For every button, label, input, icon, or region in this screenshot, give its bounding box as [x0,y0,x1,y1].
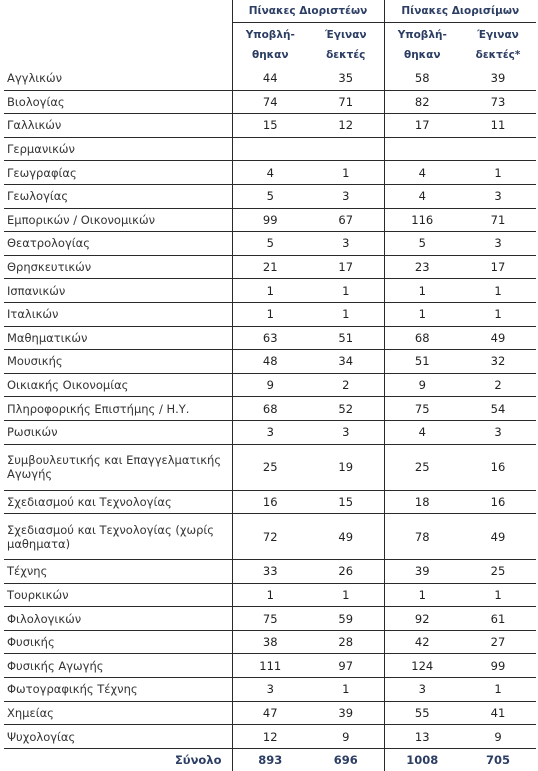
total-label: Σύνολο [174,753,222,768]
cell-accepted-1: 12 [308,114,384,138]
row-subject: Σχεδιασμού και Τεχνολογίας (χωρίς μαθηματα) [4,514,232,560]
cell-accepted-1: 52 [308,397,384,421]
cell-submitted-2: 18 [384,490,460,514]
cell-accepted-1: 19 [308,444,384,490]
table-row [4,725,536,749]
cell-accepted-1: 3 [308,184,384,208]
cell-submitted-1: 111 [232,654,308,678]
cell-submitted-1: 5 [232,184,308,208]
cell-submitted-1 [232,137,308,161]
row-subject: Γεωγραφίας [4,161,232,185]
cell-submitted-1: 9 [232,373,308,397]
cell-submitted-2: 1 [384,279,460,303]
cell-accepted-1: 1 [308,161,384,185]
row-subject: Μουσικής [4,350,232,374]
cell-submitted-2: 78 [384,514,460,560]
table-row [4,232,536,256]
cell-submitted-1: 47 [232,701,308,725]
row-subject: Φωτογραφικής Τέχνης [4,678,232,702]
cell-submitted-1: 74 [232,90,308,114]
row-subject: Φυσικής Αγωγής [4,654,232,678]
table-row [4,560,536,584]
cell-submitted-2: 13 [384,725,460,749]
row-subject: Βιολογίας [4,90,232,114]
row-subject: Τέχνης [4,560,232,584]
cell-submitted-1: 15 [232,114,308,138]
row-subject: Ισπανικών [4,279,232,303]
total-accepted-2: 705 [485,753,510,768]
cell-submitted-2: 124 [384,654,460,678]
cell-submitted-1: 12 [232,725,308,749]
cell-submitted-2: 25 [384,444,460,490]
cell-accepted-1: 1 [308,302,384,326]
cell-accepted-1: 3 [308,232,384,256]
cell-accepted-2: 16 [460,444,536,490]
cell-accepted-1: 67 [308,208,384,232]
cell-accepted-2: 3 [460,232,536,256]
cell-accepted-2 [460,137,536,161]
row-subject: Θρησκευτικών [4,255,232,279]
cell-accepted-2: 16 [460,490,536,514]
cell-submitted-2: 3 [384,678,460,702]
row-subject: Θεατρολογίας [4,232,232,256]
row-subject: Φυσικής [4,630,232,654]
row-subject: Τουρκικών [4,583,232,607]
row-subject: Ρωσικών [4,420,232,444]
table-row [4,397,536,421]
cell-accepted-2: 25 [460,560,536,584]
table-body [4,67,536,748]
cell-submitted-2: 4 [384,161,460,185]
row-subject: Ψυχολογίας [4,725,232,749]
cell-submitted-2: 51 [384,350,460,374]
cell-submitted-2: 58 [384,67,460,90]
cell-accepted-2: 3 [460,420,536,444]
table-row [4,90,536,114]
cell-accepted-2: 3 [460,184,536,208]
cell-submitted-2: 4 [384,184,460,208]
cell-submitted-1: 33 [232,560,308,584]
cell-submitted-1: 38 [232,630,308,654]
cell-submitted-1: 48 [232,350,308,374]
cell-submitted-2: 1 [384,583,460,607]
row-subject: Αγγλικών [4,67,232,90]
table-row [4,137,536,161]
cell-submitted-2: 5 [384,232,460,256]
cell-submitted-2: 23 [384,255,460,279]
row-subject: Πληροφορικής Επιστήμης / Η.Υ. [4,397,232,421]
cell-accepted-1: 39 [308,701,384,725]
table-row [4,514,536,560]
cell-accepted-2: 71 [460,208,536,232]
group-header-appointees: Πίνακες Διοριστέων [232,0,384,23]
total-row [4,748,536,771]
cell-accepted-1 [308,137,384,161]
table-row [4,326,536,350]
cell-submitted-2: 39 [384,560,460,584]
cell-submitted-1: 25 [232,444,308,490]
row-subject: Σχεδιασμού και Τεχνολογίας [4,490,232,514]
table-row [4,490,536,514]
row-subject: Εμπορικών / Οικονομικών [4,208,232,232]
table-row [4,630,536,654]
row-subject: Ιταλικών [4,302,232,326]
cell-accepted-1: 1 [308,678,384,702]
cell-submitted-2: 92 [384,607,460,631]
row-subject: Γαλλικών [4,114,232,138]
sub-header-row [4,23,536,68]
cell-submitted-1: 99 [232,208,308,232]
cell-accepted-2: 1 [460,302,536,326]
cell-submitted-2: 75 [384,397,460,421]
col-header-submitted-1: Υποβλή-θηκαν [232,23,308,68]
cell-submitted-2: 55 [384,701,460,725]
cell-submitted-1: 68 [232,397,308,421]
cell-accepted-1: 59 [308,607,384,631]
total-submitted-1: 893 [232,748,308,771]
cell-accepted-1: 97 [308,654,384,678]
cell-accepted-2: 9 [460,725,536,749]
cell-accepted-2: 73 [460,90,536,114]
cell-submitted-2 [384,137,460,161]
cell-submitted-1: 63 [232,326,308,350]
cell-accepted-2: 32 [460,350,536,374]
cell-submitted-1: 1 [232,279,308,303]
table-row [4,444,536,490]
col-header-accepted-1: Έγιναν δεκτές [324,29,367,61]
cell-submitted-2: 9 [384,373,460,397]
table-row [4,208,536,232]
cell-accepted-1: 35 [308,67,384,90]
cell-submitted-1: 75 [232,607,308,631]
cell-accepted-2: 49 [460,514,536,560]
cell-accepted-1: 15 [308,490,384,514]
appointments-table [4,0,536,771]
cell-accepted-2: 1 [460,678,536,702]
cell-accepted-1: 1 [308,583,384,607]
table-row [4,678,536,702]
cell-submitted-2: 4 [384,420,460,444]
row-subject: Οικιακής Οικονομίας [4,373,232,397]
cell-accepted-2: 39 [460,67,536,90]
row-subject: Συμβουλευτικής και Επαγγελματικής Αγωγής [4,444,232,490]
cell-accepted-2: 49 [460,326,536,350]
cell-submitted-1: 21 [232,255,308,279]
group-header-row [4,0,536,23]
cell-submitted-1: 3 [232,420,308,444]
cell-accepted-1: 17 [308,255,384,279]
cell-accepted-1: 51 [308,326,384,350]
table-row [4,373,536,397]
cell-submitted-2: 1 [384,302,460,326]
cell-accepted-1: 49 [308,514,384,560]
table-row [4,184,536,208]
col-header-submitted-2: Υποβλή-θηκαν [384,23,460,68]
cell-submitted-1: 1 [232,583,308,607]
row-subject: Χημείας [4,701,232,725]
cell-accepted-2: 27 [460,630,536,654]
table-row [4,279,536,303]
corner-cell-2 [4,23,232,68]
table-row [4,161,536,185]
cell-accepted-1: 2 [308,373,384,397]
cell-accepted-2: 17 [460,255,536,279]
table-row [4,302,536,326]
table-row [4,67,536,90]
group-header-appointables: Πίνακες Διορισίμων [384,0,536,23]
cell-accepted-2: 61 [460,607,536,631]
cell-accepted-1: 9 [308,725,384,749]
cell-submitted-2: 82 [384,90,460,114]
row-subject: Φιλολογικών [4,607,232,631]
cell-accepted-1: 1 [308,279,384,303]
row-subject: Γερμανικών [4,137,232,161]
cell-accepted-1: 34 [308,350,384,374]
table-row [4,420,536,444]
total-accepted-1: 696 [333,753,358,768]
row-subject: Γεωλογίας [4,184,232,208]
row-subject: Μαθηματικών [4,326,232,350]
cell-submitted-1: 4 [232,161,308,185]
cell-accepted-2: 11 [460,114,536,138]
corner-cell [4,0,232,23]
table-row [4,654,536,678]
total-submitted-2: 1008 [384,748,460,771]
table-row [4,255,536,279]
cell-submitted-2: 68 [384,326,460,350]
cell-accepted-2: 54 [460,397,536,421]
col-header-accepted-2: Έγιναν δεκτές* [475,29,521,61]
cell-accepted-1: 3 [308,420,384,444]
cell-submitted-1: 72 [232,514,308,560]
table-row [4,583,536,607]
table-row [4,701,536,725]
cell-accepted-1: 28 [308,630,384,654]
cell-accepted-2: 2 [460,373,536,397]
cell-submitted-2: 17 [384,114,460,138]
table-row [4,114,536,138]
cell-submitted-2: 42 [384,630,460,654]
cell-submitted-1: 1 [232,302,308,326]
cell-accepted-2: 1 [460,161,536,185]
cell-accepted-2: 1 [460,583,536,607]
cell-submitted-1: 5 [232,232,308,256]
cell-accepted-2: 41 [460,701,536,725]
cell-submitted-2: 116 [384,208,460,232]
cell-accepted-2: 99 [460,654,536,678]
cell-submitted-1: 44 [232,67,308,90]
cell-accepted-1: 71 [308,90,384,114]
cell-accepted-1: 26 [308,560,384,584]
table-row [4,607,536,631]
cell-accepted-2: 1 [460,279,536,303]
cell-submitted-1: 3 [232,678,308,702]
cell-submitted-1: 16 [232,490,308,514]
table-row [4,350,536,374]
